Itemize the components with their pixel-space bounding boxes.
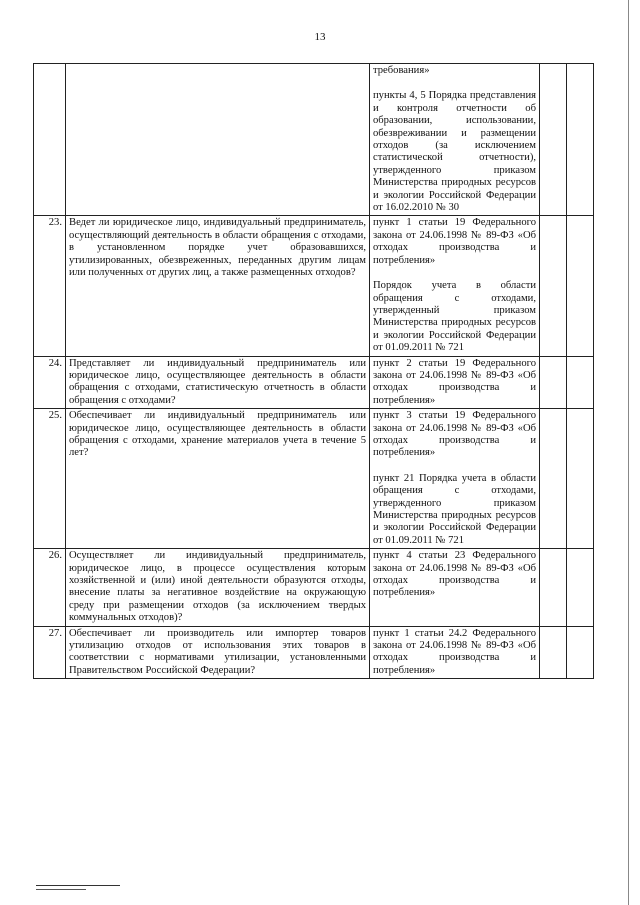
note-cell: [567, 549, 594, 626]
requirement-reference: пункт 4 статьи 23 Федерального закона от 24.06.1998 № 89-ФЗ «Об отходах производства и потребления»: [373, 550, 536, 599]
row-number: 24.: [34, 356, 66, 409]
requirement-reference: Порядок учета в области обращения с отходами, утвержденный приказом Министерства природных ресурсов и экологии Российской Федерации от 01.09.2011 № 721: [373, 280, 536, 354]
answer-cell: [540, 356, 567, 409]
row-number: [34, 64, 66, 216]
table-row: [34, 549, 594, 626]
requirement-reference: пункты 4, 5 Порядка представления и контроля отчетности об образовании, использовании, обезвреживании и размещении отходов (за исключением статистической отчетности), утвержденного приказом Министерства природных ресурсов и экологии Российской Федерации от 16.02.2010 № 30: [373, 90, 536, 214]
question-cell: [66, 64, 370, 216]
page-edge-line: [628, 0, 629, 905]
requirement-reference: пункт 3 статьи 19 Федерального закона от 24.06.1998 № 89-ФЗ «Об отходах производства и потребления»: [373, 410, 536, 459]
footnote-rule: [36, 885, 120, 886]
requirement-reference: пункт 1 статьи 19 Федерального закона от 24.06.1998 № 89-ФЗ «Об отходах производства и потребления»: [373, 217, 536, 266]
requirements-cell: [370, 64, 540, 216]
note-cell: [567, 409, 594, 549]
note-cell: [567, 626, 594, 679]
answer-cell: [540, 549, 567, 626]
question-cell: Осуществляет ли индивидуальный предприниматель, юридическое лицо, в процессе осуществления которым хозяйственной и (или) иной деятельности образуются отходы, внесение платы за негативное воздействие на окружающую среду при размещении отходов (за исключением твердых коммунальных отходов)?: [66, 549, 370, 626]
question-cell: Ведет ли юридическое лицо, индивидуальный предприниматель, осуществляющий деятельность в области обращения с отходами, в установленном порядке учет образовавшихся, утилизированных, обезвреженных, переданных другим лицам или полученных от других лиц, а также размещенных отходов?: [66, 216, 370, 356]
table-row: [34, 409, 594, 549]
note-cell: [567, 216, 594, 356]
note-cell: [567, 64, 594, 216]
page-number: 13: [314, 31, 326, 43]
question-cell: Обеспечивает ли индивидуальный предприниматель или юридическое лицо, осуществляющее деятельность в области обращения с отходами, хранение материалов учета в течение 5 лет?: [66, 409, 370, 549]
checklist-table: [33, 63, 594, 679]
table-row: [34, 356, 594, 409]
answer-cell: [540, 626, 567, 679]
row-number: 25.: [34, 409, 66, 549]
requirement-reference: пункт 21 Порядка учета в области обращения с отходами, утвержденного приказом Министерства природных ресурсов и экологии Российской Федерации от 01.09.2011 № 721: [373, 472, 536, 546]
requirement-reference: пункт 1 статьи 24.2 Федерального закона от 24.06.1998 № 89-ФЗ «Об отходах производства и потребления»: [373, 627, 536, 676]
note-cell: [567, 356, 594, 409]
checklist-rows: [34, 64, 594, 679]
table-row: [34, 216, 594, 356]
row-number: 26.: [34, 549, 66, 626]
row-number: 27.: [34, 626, 66, 679]
table-row: [34, 626, 594, 679]
requirements-cell: [370, 216, 540, 356]
table-row: [34, 64, 594, 216]
answer-cell: [540, 409, 567, 549]
question-cell: Представляет ли индивидуальный предприниматель или юридическое лицо, осуществляющее деятельность в области обращения с отходами, статистическую отчетность в области обращения с отходами?: [66, 356, 370, 409]
question-cell: Обеспечивает ли производитель или импортер товаров утилизацию отходов от использования этих товаров в соответствии с нормативами утилизации, установленными Правительством Российской Федерации?: [66, 626, 370, 679]
requirement-reference: требования»: [373, 65, 430, 76]
answer-cell: [540, 216, 567, 356]
requirement-reference: пункт 2 статьи 19 Федерального закона от 24.06.1998 № 89-ФЗ «Об отходах производства и потребления»: [373, 357, 536, 406]
requirements-cell: [370, 549, 540, 626]
row-number: 23.: [34, 216, 66, 356]
requirements-cell: [370, 409, 540, 549]
requirements-cell: [370, 356, 540, 409]
footnote-rule-short: [36, 889, 86, 890]
answer-cell: [540, 64, 567, 216]
requirements-cell: [370, 626, 540, 679]
